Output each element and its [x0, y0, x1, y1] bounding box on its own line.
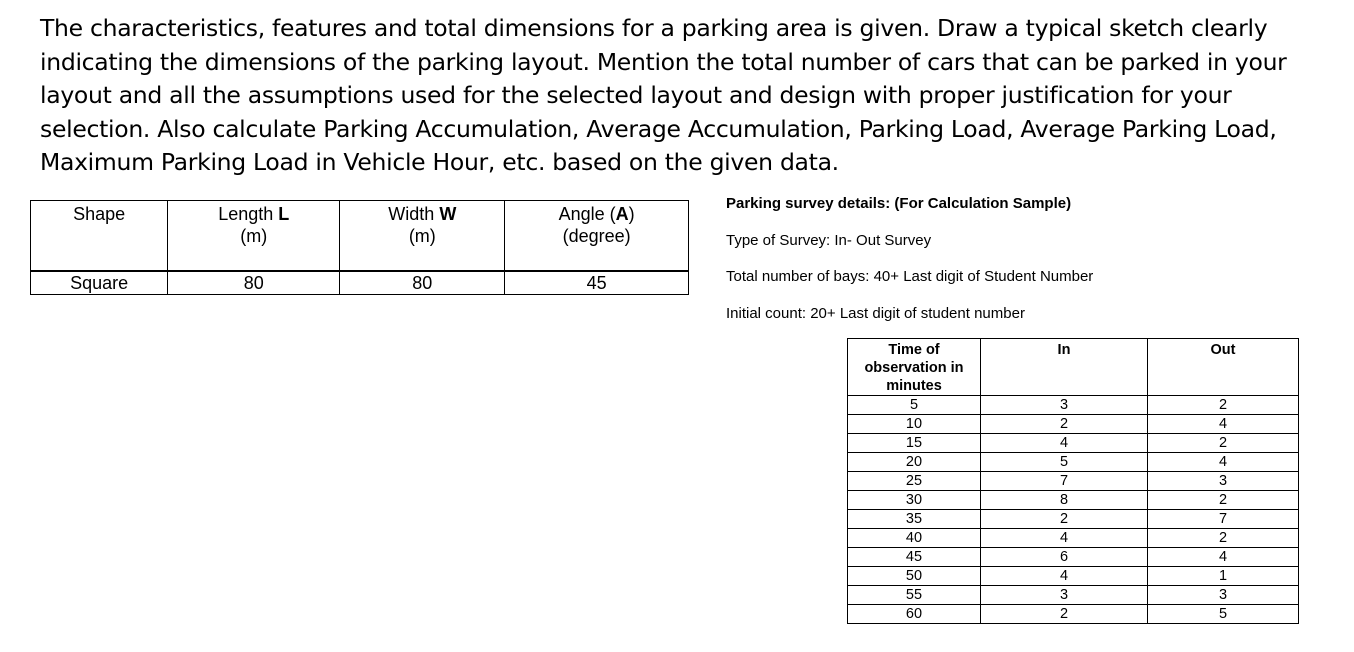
- time-cell: 40: [848, 529, 981, 548]
- time-header: Time of observation in minutes: [848, 339, 981, 396]
- time-cell: 55: [848, 586, 981, 605]
- table-row: [848, 453, 1299, 472]
- in-cell: 8: [981, 491, 1148, 510]
- time-cell: 35: [848, 510, 981, 529]
- in-cell: 5: [981, 453, 1148, 472]
- table-row: [848, 529, 1299, 548]
- in-cell: 3: [981, 586, 1148, 605]
- survey-bays: Total number of bays: 40+ Last digit of Student Number: [726, 268, 1094, 285]
- out-cell: 2: [1148, 529, 1299, 548]
- dimensions-data-row: [31, 271, 689, 295]
- in-cell: 3: [981, 396, 1148, 415]
- time-cell: 5: [848, 396, 981, 415]
- in-cell: 7: [981, 472, 1148, 491]
- in-cell: 2: [981, 605, 1148, 624]
- table-row: [848, 396, 1299, 415]
- in-cell: 2: [981, 415, 1148, 434]
- in-cell: 2: [981, 510, 1148, 529]
- length-value: 80: [168, 271, 340, 295]
- in-cell: 6: [981, 548, 1148, 567]
- shape-header: Shape: [31, 201, 168, 272]
- out-cell: 5: [1148, 605, 1299, 624]
- observation-header-row: [848, 339, 1299, 396]
- table-row: [848, 415, 1299, 434]
- time-cell: 10: [848, 415, 981, 434]
- out-cell: 7: [1148, 510, 1299, 529]
- angle-header: Angle (A) (degree): [505, 201, 689, 272]
- in-header: In: [981, 339, 1148, 396]
- time-cell: 50: [848, 567, 981, 586]
- time-cell: 30: [848, 491, 981, 510]
- out-header: Out: [1148, 339, 1299, 396]
- observation-table: [847, 338, 1299, 624]
- table-row: [848, 434, 1299, 453]
- table-row: [848, 510, 1299, 529]
- out-cell: 3: [1148, 586, 1299, 605]
- table-row: [848, 472, 1299, 491]
- out-cell: 2: [1148, 396, 1299, 415]
- in-cell: 4: [981, 567, 1148, 586]
- in-cell: 4: [981, 434, 1148, 453]
- width-value: 80: [340, 271, 505, 295]
- table-row: [848, 491, 1299, 510]
- out-cell: 4: [1148, 548, 1299, 567]
- survey-details: [726, 194, 1093, 340]
- question-text: The characteristics, features and total dimensions for a parking area is given. Draw a typical sketch clearly indicating the dimensions of the parking layout. Mention the total number of cars that can be parked in your layout and all the assumptions used for the selected layout and design with proper justification for your selection. Also calculate Parking Accumulation, Average Accumulation, Parking Load, Average Parking Load, Maximum Parking Load in Vehicle Hour, etc. based on the given data.: [40, 14, 1287, 176]
- out-cell: 2: [1148, 434, 1299, 453]
- survey-type: Type of Survey: In- Out Survey: [726, 231, 932, 249]
- table-row: [848, 548, 1299, 567]
- dimensions-header-row: [31, 201, 689, 272]
- table-row: [848, 567, 1299, 586]
- out-cell: 4: [1148, 415, 1299, 434]
- table-row: [848, 586, 1299, 605]
- time-cell: 45: [848, 548, 981, 567]
- shape-value: Square: [31, 271, 168, 295]
- dimensions-table: [30, 200, 689, 295]
- out-cell: 2: [1148, 491, 1299, 510]
- time-cell: 25: [848, 472, 981, 491]
- out-cell: 3: [1148, 472, 1299, 491]
- table-row: [848, 605, 1299, 624]
- length-header: Length L (m): [168, 201, 340, 272]
- time-cell: 20: [848, 453, 981, 472]
- time-cell: 60: [848, 605, 981, 624]
- width-header: Width W (m): [340, 201, 505, 272]
- survey-initial-count: Initial count: 20+ Last digit of student number: [726, 304, 1025, 322]
- survey-title: Parking survey details: (For Calculation Sample): [726, 195, 1072, 212]
- out-cell: 1: [1148, 567, 1299, 586]
- out-cell: 4: [1148, 453, 1299, 472]
- angle-value: 45: [505, 271, 689, 295]
- in-cell: 4: [981, 529, 1148, 548]
- time-cell: 15: [848, 434, 981, 453]
